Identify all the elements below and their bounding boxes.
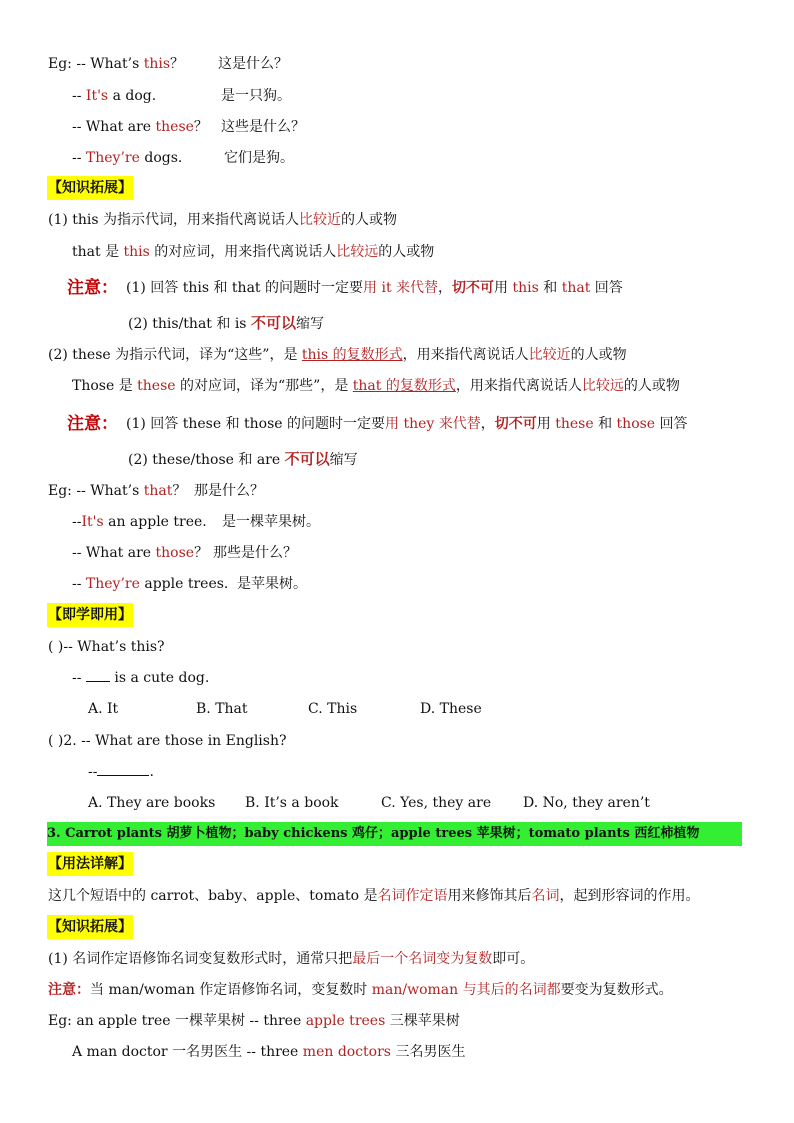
- text: --: [72, 150, 86, 166]
- keyword: man/woman 与其后的名词都: [371, 982, 561, 998]
- text: Those 是: [72, 378, 138, 394]
- text: --: [72, 514, 82, 530]
- keyword: this 的复数形式: [301, 347, 403, 363]
- section-title: 【用法详解】: [47, 852, 133, 876]
- text: -- What are: [72, 545, 156, 561]
- answer-blank[interactable]: [97, 761, 149, 776]
- text: 三名男医生: [391, 1044, 466, 1060]
- question-1-stem: [0, 635, 794, 659]
- keyword: 切不可: [494, 416, 537, 432]
- text: (1) this 为指示代词，用来指代离说话人: [48, 212, 300, 228]
- text: 当 man/woman 作定语修饰名词，变复数时: [90, 982, 372, 998]
- text: Eg: an apple tree 一棵苹果树 -- three: [48, 1013, 306, 1029]
- keyword: 比较近: [528, 347, 571, 363]
- keyword: that: [561, 280, 591, 296]
- keyword: 切不可: [452, 280, 495, 296]
- example-1-line-1: [0, 52, 794, 76]
- question-2-options: [0, 791, 794, 815]
- text: ？: [193, 119, 208, 135]
- section-title: 【知识拓展】: [47, 915, 133, 939]
- question-stem: ( )-- What’s this?: [48, 639, 165, 655]
- text: (2) these 为指示代词，译为“这些”，是: [48, 347, 302, 363]
- keyword: It's: [85, 88, 109, 104]
- text: 用: [494, 280, 513, 296]
- option-d[interactable]: D. These: [420, 701, 482, 717]
- text: A man doctor 一名男医生 -- three: [72, 1044, 303, 1060]
- text: is a cute dog.: [109, 670, 210, 686]
- example-1-line-2: [0, 84, 794, 108]
- text: 用来修饰其后: [447, 888, 532, 904]
- translation: 那些是什么？: [213, 545, 297, 561]
- paragraph-these: [0, 343, 794, 367]
- option-c[interactable]: C. Yes, they are: [381, 795, 492, 811]
- question-1-options: [0, 697, 794, 721]
- translation: 那是什么？: [194, 483, 264, 499]
- keyword: this: [512, 280, 539, 296]
- question-stem: ( )2. -- What are those in English?: [48, 733, 287, 749]
- paragraph-those: [0, 374, 794, 398]
- keyword: They’re: [85, 576, 140, 592]
- text: --: [72, 88, 86, 104]
- text: (1) 名词作定语修饰名词变复数形式时，通常只把: [48, 951, 353, 967]
- text: -- What are: [72, 119, 156, 135]
- keyword: these: [555, 416, 594, 432]
- note-3: [0, 978, 794, 1002]
- text: (1) 回答 these 和 those 的问题时一定要: [126, 416, 386, 432]
- question-2-answer: [0, 760, 794, 784]
- example-2-line-3: [0, 541, 794, 565]
- keyword: those: [155, 545, 195, 561]
- text: Eg: -- What’s: [48, 56, 144, 72]
- keyword: 用 it 来代替: [363, 280, 439, 296]
- text: Eg: -- What’s: [48, 483, 144, 499]
- keyword: 比较远: [336, 244, 379, 260]
- keyword: this: [123, 244, 150, 260]
- section-3-heading: 3. Carrot plants 胡萝卜植物；baby chickens 鸡仔；apple trees 苹果树；tomato plants 西红柿植物: [47, 822, 742, 846]
- text: 的对应词，译为“那些”，是: [175, 378, 353, 394]
- keyword: those: [616, 416, 656, 432]
- text: ？: [172, 483, 187, 499]
- text: 的对应词，用来指代离说话人: [149, 244, 337, 260]
- text: 的人或物: [341, 212, 398, 228]
- keyword: It's: [81, 514, 104, 530]
- example-2-line-2: [0, 510, 794, 534]
- section-title-extension-2: [0, 915, 794, 939]
- translation: 是苹果树。: [237, 576, 307, 592]
- example-3-line-2: [0, 1040, 794, 1064]
- translation: 是一棵苹果树。: [222, 514, 320, 530]
- text: ？: [170, 56, 185, 72]
- text: 用: [536, 416, 556, 432]
- text: ，用来指代离说话人: [455, 378, 582, 394]
- text: --: [72, 670, 86, 686]
- note-1-line-2: [0, 311, 794, 335]
- text: (2) this/that 和 is: [128, 316, 251, 332]
- keyword: these: [137, 378, 176, 394]
- question-2-stem: [0, 729, 794, 753]
- text: 回答: [655, 416, 688, 432]
- note-2-line-2: [0, 447, 794, 471]
- text: (1) 回答 this 和 that 的问题时一定要: [126, 280, 364, 296]
- option-c[interactable]: C. This: [308, 701, 358, 717]
- example-1-line-3: [0, 115, 794, 139]
- text: 缩写: [295, 316, 324, 332]
- keyword: They’re: [85, 150, 140, 166]
- translation: 这些是什么？: [221, 119, 305, 135]
- translation: 它们是狗。: [224, 150, 294, 166]
- option-d[interactable]: D. No, they aren’t: [523, 795, 650, 811]
- text: a dog.: [108, 88, 157, 104]
- keyword: that 的复数形式: [352, 378, 456, 394]
- section-title: 【知识拓展】: [47, 176, 133, 200]
- text: 即可。: [492, 951, 535, 967]
- text: ，: [438, 280, 453, 296]
- text: --: [72, 576, 86, 592]
- note-1-line-1: [0, 276, 794, 300]
- text: that 是: [72, 244, 124, 260]
- text: 的人或物: [623, 378, 680, 394]
- example-3-line-1: [0, 1009, 794, 1033]
- option-b[interactable]: B. That: [196, 701, 248, 717]
- text: --: [88, 764, 98, 780]
- text: an apple tree.: [103, 514, 207, 530]
- paragraph-that: [0, 240, 794, 264]
- text: .: [149, 764, 154, 780]
- text: 的人或物: [378, 244, 435, 260]
- keyword: men doctors: [302, 1044, 391, 1060]
- section-title-practice: [0, 603, 794, 627]
- note-label: 注意：: [67, 278, 118, 298]
- text: ，: [480, 416, 495, 432]
- keyword: 最后一个名词变为复数: [352, 951, 493, 967]
- section-title-usage: [0, 852, 794, 876]
- text: ？: [194, 545, 209, 561]
- answer-blank[interactable]: [86, 667, 110, 682]
- text: 缩写: [329, 452, 358, 468]
- section-3-heading-row: [0, 822, 794, 846]
- paragraph-this: [0, 208, 794, 232]
- keyword: 比较近: [299, 212, 342, 228]
- translation: 这是什么？: [218, 56, 288, 72]
- keyword: that: [143, 483, 173, 499]
- extension-paragraph: [0, 947, 794, 971]
- keyword: these: [155, 119, 194, 135]
- keyword: 用 they 来代替: [385, 416, 481, 432]
- keyword: this: [143, 56, 171, 72]
- keyword: apple trees: [305, 1013, 386, 1029]
- translation: 是一只狗。: [221, 88, 291, 104]
- text: 和: [593, 416, 617, 432]
- text: apple trees.: [139, 576, 229, 592]
- text: 回答: [590, 280, 623, 296]
- question-1-answer: [0, 666, 794, 690]
- example-1-line-4: [0, 146, 794, 170]
- text: 要变为复数形式。: [560, 982, 673, 998]
- text: ，用来指代离说话人: [402, 347, 529, 363]
- note-label: 注意：: [67, 414, 118, 434]
- section-title-extension: [0, 176, 794, 200]
- text: 和: [538, 280, 562, 296]
- example-2-line-4: [0, 572, 794, 596]
- keyword: 不可以: [284, 450, 330, 468]
- option-a[interactable]: A. They are books: [88, 795, 216, 811]
- option-a[interactable]: A. It: [88, 701, 119, 717]
- keyword: 名词作定语: [377, 888, 448, 904]
- keyword: 名词: [531, 888, 560, 904]
- section-title: 【即学即用】: [47, 603, 133, 627]
- text: 这几个短语中的 carrot、baby、apple、tomato 是: [48, 888, 378, 904]
- option-b[interactable]: B. It’s a book: [245, 795, 339, 811]
- note-2-line-1: [0, 412, 794, 436]
- keyword: 比较远: [581, 378, 624, 394]
- text: dogs.: [139, 150, 183, 166]
- text: ，起到形容词的作用。: [559, 888, 700, 904]
- example-2-line-1: [0, 479, 794, 503]
- text: 三棵苹果树: [385, 1013, 460, 1029]
- text: (2) these/those 和 are: [128, 452, 285, 468]
- note-label: 注意：: [48, 982, 90, 998]
- text: 的人或物: [570, 347, 627, 363]
- keyword: 不可以: [250, 314, 296, 332]
- usage-paragraph: [0, 884, 794, 908]
